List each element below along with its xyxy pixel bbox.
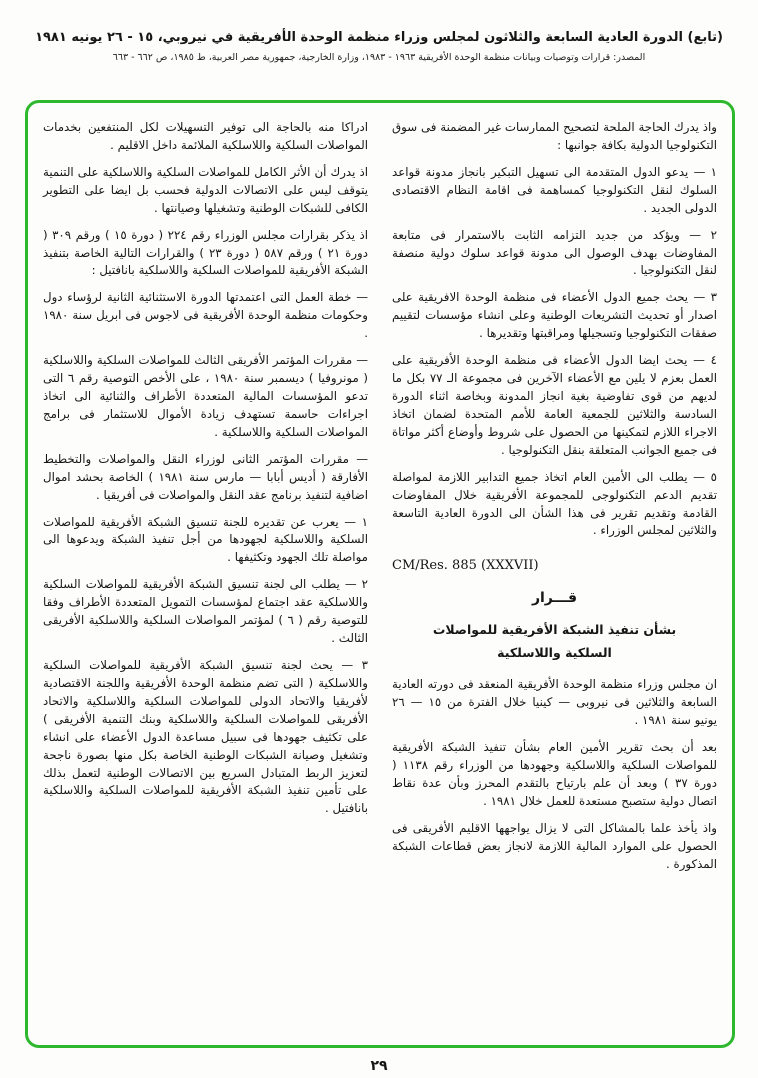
paragraph-left-5: — مقررات المؤتمر الأفريقى الثالث للمواصلات السلكية واللاسلكية ( مونروفيا ) ديسمبر سنة ١٩٨٠ ، على الأخص التوصية رقم ٦ التى تدعو المؤسسات المالية المتعددة الأطراف والثنائية الى اتخاذ اجراءات حاسمة تستهدف زيادة الأموال للاستثمار فى برامج المواصلات السلكية واللاسلكية . bbox=[43, 353, 369, 439]
paragraph-left-9: ٣ — يحث لجنة تنسيق الشبكة الأفريقية للمواصلات السلكية واللاسلكية ( التى تضم منظمة الوحدة الأفريقية واللجنة الاقتصادية لأفريقيا والاتحاد الدولى للمواصلات السلكية واللاسلكية والاتحاد الأفريقى للمواصلات السلكية واللاسلكية وبنك التنمية الأفريقى ) على تكثيف جهودها فى سبيل مساعدة الدول الأعضاء على انشاء وتشغيل وصيانة الشبكات الوطنية الخاصة بكل منها بصورة ناجحة لتعزيز الربط المتبادل السريع بين الاتصالات الوطنية لتعمل بذلك على تأمين تنفيذ الشبكة الأفريقية للمواصلات السلكية واللاسلكية بانافتيل . bbox=[43, 657, 368, 816]
paragraph-right-4: ٣ — يحث جميع الدول الأعضاء فى منظمة الوحدة الافريقية على اصدار أو تحديث التشريعات الوطنية وعلى انشاء مؤسسات لتقييم صفقات التكنولوجيا وتسجيلها ومراقبتها وتقديرها . bbox=[392, 290, 717, 341]
resolution-subject-line1: بشأن تنفيذ الشبكة الأفريقية للمواصلات bbox=[432, 622, 677, 638]
page-header bbox=[0, 0, 758, 63]
page-footer bbox=[0, 1058, 758, 1074]
content-border-box bbox=[25, 100, 735, 1048]
paragraph-left-7: ١ — يعرب عن تقديره للجنة تنسيق الشبكة الأفريقية للمواصلات السلكية واللاسلكية لجهودها من أجل تنفيذ الشبكة ويدعوها الى مواصلة تلك الجهود وتكثيفها . bbox=[43, 514, 368, 565]
paragraph-right-9: واذ يأخذ علما بالمشاكل التى لا يزال يواجهها الاقليم الأفريقى فى الحصول على الموارد المالية اللازمة لانجاز بعض قطاعات الشبكة المذكورة . bbox=[392, 820, 717, 871]
paragraph-left-6: — مقررات المؤتمر الثانى لوزراء النقل والمواصلات والتخطيط الأفارقة ( أديس أبابا — مارس سنة ١٩٨١ ) الخاصة بحشد اموال اضافية لتنفيذ برنامج عقد النقل والمواصلات فى أفريقيا . bbox=[43, 451, 368, 502]
resolution-subject bbox=[392, 619, 717, 664]
resolution-subject-line2: السلكية واللاسلكية bbox=[497, 644, 612, 660]
paragraph-right-6: ٥ — يطلب الى الأمين العام اتخاذ جميع التدابير اللازمة لمواصلة تقديم الدعم التكنولوجى للمجموعة الأفريقية خلال المفاوضات القادمة وتقديم تقرير فى هذا الشأن الى الدورة العادية التاسعة والثلاثين لمجلس الوزراء . bbox=[392, 469, 717, 538]
column-right bbox=[392, 119, 717, 1035]
paragraph-right-8: بعد أن بحث تقرير الأمين العام بشأن تنفيذ الشبكة الأفريقية للمواصلات السلكية واللاسلكية وجهودها من الوزراء رقم ١١٣٨ ( دورة ٣٧ ) وبعد أن علم بارتياح بالتقدم المحرز وبأن عدة نقاط اتصال دولية ستصبح مستعدة للعمل خلال ١٩٨١ . bbox=[392, 740, 717, 808]
paragraph-right-2: ١ — يدعو الدول المتقدمة الى تسهيل التبكير بانجاز مدونة قواعد السلوك لنقل التكنولوجيا كمساهمة فى اقامة النظام الاقتصادى الدولى الجديد . bbox=[392, 164, 717, 215]
paragraph-right-1: واذ يدرك الحاجة الملحة لتصحيح الممارسات غير المضمنة فى سوق التكنولوجيا الدولية بكافة جوانبها : bbox=[392, 120, 717, 152]
header-source-line: المصدر: قرارات وتوصيات وبيانات منظمة الوحدة الأفريقية ١٩٦٣ - ١٩٨٣، وزارة الخارجية، جمهورية مصر العربية، ط ١٩٨٥، ص ٦٦٢ - ٦٦٣ bbox=[112, 52, 646, 63]
paragraph-right-3: ٢ — ويؤكد من جديد التزامه الثابت بالاستمرار فى متابعة المفاوضات بهدف الوصول الى مدونة قواعد سلوك دولية منصفة لنقل التكنولوجيا . bbox=[392, 227, 717, 278]
page-number: ٢٩ bbox=[370, 1058, 388, 1074]
paragraph-left-2: اذ يدرك أن الأثر الكامل للمواصلات السلكية واللاسلكية على التنمية يتوقف ليس على الاتصالات الدولية فحسب بل ايضا على التطوير الكافى للشبكات الوطنية وتشغيلها وصيانتها . bbox=[43, 164, 368, 215]
paragraph-left-4: — خطة العمل التى اعتمدتها الدورة الاستثنائية الثانية لرؤساء دول وحكومات منظمة الوحدة الأفريقية فى لاجوس فى ابريل سنة ١٩٨٠ . bbox=[43, 290, 368, 341]
resolution-reference: CM/Res. 885 (XXXVII) bbox=[392, 558, 539, 574]
paragraph-right-7: ان مجلس وزراء منظمة الوحدة الأفريقية المنعقد فى دورته العادية السابعة والثلاثين فى نيروبى — كينيا خلال الفترة من ١٥ — ٢٦ يونيو سنة ١٩٨١ . bbox=[392, 677, 718, 728]
paragraph-left-1: ادراكا منه بالحاجة الى توفير التسهيلات لكل المنتفعين بخدمات المواصلات السلكية واللاسلكية الملائمة داخل الاقليم . bbox=[43, 120, 368, 152]
resolution-heading: قـــرار bbox=[531, 590, 578, 607]
paragraph-left-3: اذ يذكر بقرارات مجلس الوزراء رقم ٢٢٤ ( دورة ١٥ ) ورقم ٣٠٩ ( دورة ٢١ ) ورقم ٥٨٧ ( دورة ٢٣ ) والقرارات التالية الخاصة بتنفيذ الشبكة الأفريقية للمواصلات السلكية واللاسلكية بانافتيل : bbox=[43, 227, 369, 278]
paragraph-left-8: ٢ — يطلب الى لجنة تنسيق الشبكة الأفريقية للمواصلات السلكية واللاسلكية عقد اجتماع لمؤسسات التمويل المتعددة الأطراف وفقا للتوصية رقم ( ٦ ) لمؤتمر المواصلات السلكية واللاسلكية الأفريقى الثالث . bbox=[43, 577, 368, 646]
column-left bbox=[43, 119, 368, 1035]
header-session-title: (تابع) الدورة العادية السابعة والثلاثون لمجلس وزراء منظمة الوحدة الأفريقية في نيروبي، ١٥ - ٢٦ يونيه ١٩٨١ bbox=[35, 30, 723, 45]
paragraph-right-5: ٤ — يحث ايضا الدول الأعضاء فى منظمة الوحدة الأفريقية على العمل بعزم لا يلين مع الأعضاء الآخرين فى مجموعة الـ ٧٧ بكل ما لديهم من قوى تفاوضية بغية انجاز المدونة وبخاصة اثناء الدورة السادسة والثلاثين للجمعية العامة للأمم المتحدة لضمان اتخاذ الاجراء اللازم لتمكينها من الحصول على شروط وأوضاع أكثر مواتاة فى جميع الجوانب المتعلقة بنقل التكنولوجيا . bbox=[392, 353, 717, 457]
